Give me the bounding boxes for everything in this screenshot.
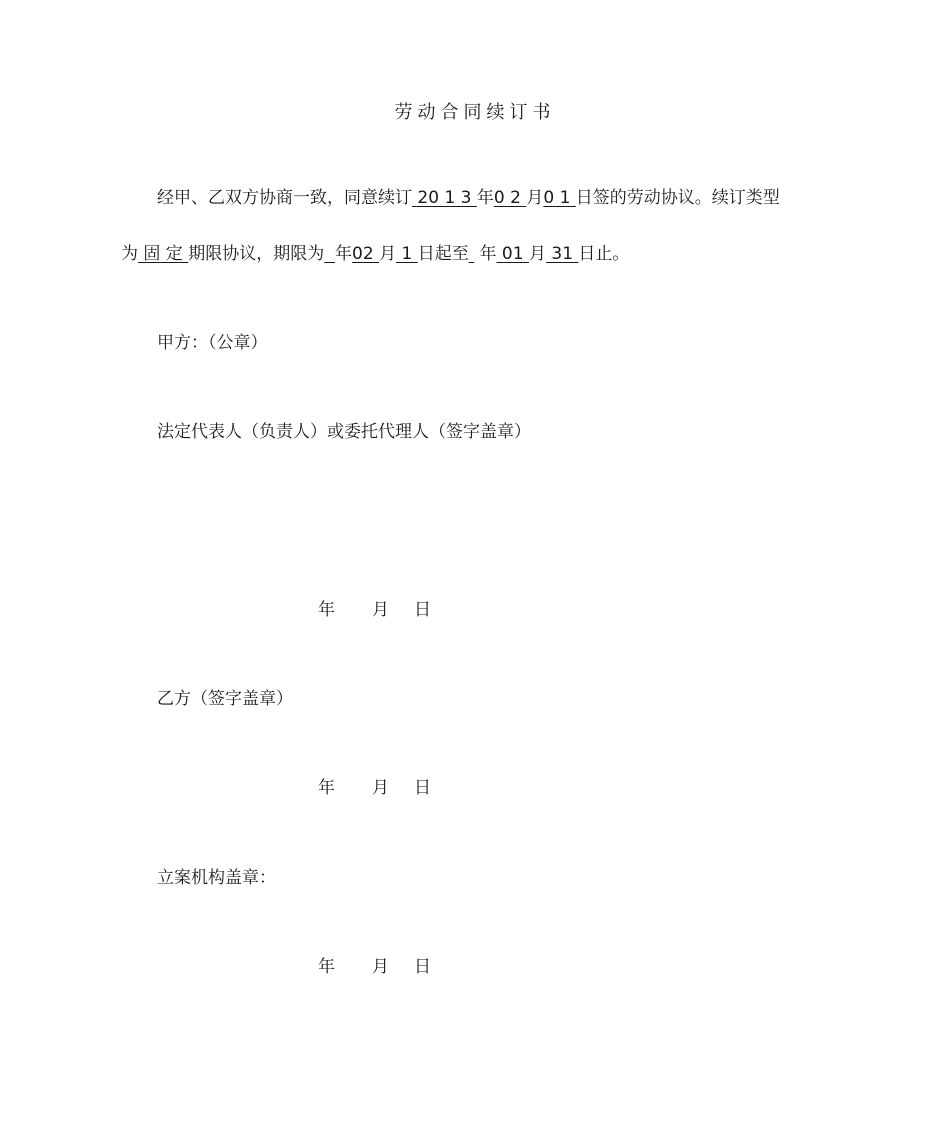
paragraph-line-2 bbox=[121, 242, 629, 266]
date-row-party-a bbox=[318, 598, 431, 622]
date-year-label: 年 bbox=[318, 600, 335, 620]
end-year-label: 年 bbox=[474, 244, 497, 264]
start-year-label: 年 bbox=[335, 244, 353, 264]
end-day-label: 日止。 bbox=[578, 244, 630, 264]
contract-month: 0 2 bbox=[493, 188, 527, 208]
end-month: 01 bbox=[496, 244, 529, 264]
line1-text-start: 经甲、乙双方协商一致，同意续订 bbox=[157, 188, 412, 208]
legal-representative-label: 法定代表人（负责人）或委托代理人（签字盖章） bbox=[157, 422, 531, 442]
line2-text-mid: 期限协议，期限为 bbox=[188, 244, 325, 264]
start-month-label: 月 bbox=[379, 244, 397, 264]
contract-day: 0 1 bbox=[543, 188, 576, 208]
date-day-label: 日 bbox=[414, 957, 431, 977]
date-year-label: 年 bbox=[318, 957, 335, 977]
renewal-type: 固 定 bbox=[138, 244, 189, 264]
date-month-label: 月 bbox=[372, 778, 389, 798]
start-day: 1 bbox=[396, 244, 418, 264]
date-year-label: 年 bbox=[318, 778, 335, 798]
date-day-label: 日 bbox=[414, 600, 431, 620]
registry-seal-label: 立案机构盖章： bbox=[157, 868, 276, 888]
date-day-label: 日 bbox=[414, 778, 431, 798]
end-day: 31 bbox=[545, 244, 579, 264]
month-label: 月 bbox=[526, 188, 544, 208]
paragraph-line-1 bbox=[157, 186, 780, 210]
party-b-label: 乙方（签字盖章） bbox=[157, 689, 293, 709]
start-year-blank bbox=[324, 244, 335, 264]
line2-text-start: 为 bbox=[121, 244, 138, 264]
document-title: 劳动合同续订书 bbox=[394, 102, 556, 123]
year-label: 年 bbox=[476, 188, 494, 208]
contract-year: 20 1 3 bbox=[412, 188, 477, 208]
date-month-label: 月 bbox=[372, 957, 389, 977]
date-month-label: 月 bbox=[372, 600, 389, 620]
start-month: 02 bbox=[352, 244, 380, 264]
date-row-party-b bbox=[318, 776, 431, 800]
party-a-label: 甲方：（公章） bbox=[157, 333, 268, 353]
line1-text-end: 日签的劳动协议。续订类型 bbox=[575, 188, 780, 208]
date-row-registry bbox=[318, 955, 431, 979]
start-day-label: 日起至 bbox=[417, 244, 469, 264]
end-month-label: 月 bbox=[528, 244, 546, 264]
